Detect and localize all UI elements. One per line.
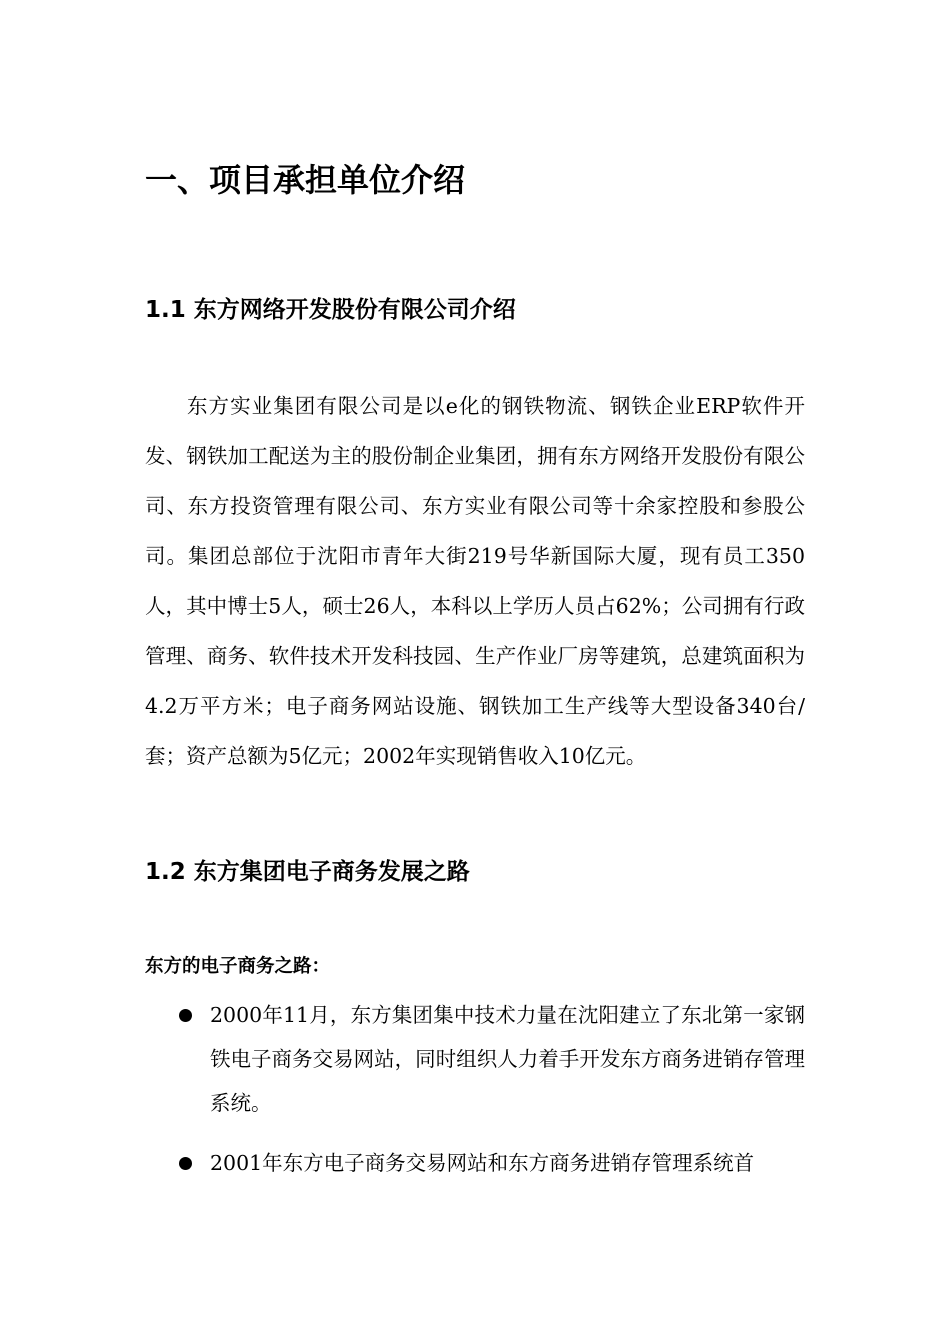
list-item-text: 2000年11月，东方集团集中技术力量在沈阳建立了东北第一家钢铁电子商务交易网站，同时组织人力着手开发东方商务进销存管理系统。: [210, 1003, 805, 1115]
ecommerce-road-subheading: 东方的电子商务之路：: [145, 956, 331, 977]
chapter-title: 一、项目承担单位介绍: [145, 161, 466, 199]
list-item-text: 2001年东方电子商务交易网站和东方商务进销存管理系统首: [210, 1151, 755, 1175]
company-intro-paragraph: 东方实业集团有限公司是以e化的钢铁物流、钢铁企业ERP软件开发、钢铁加工配送为主的股份制企业集团，拥有东方网络开发股份有限公司、东方投资管理有限公司、东方实业有限公司等十余家控股和参股公司。集团总部位于沈阳市青年大街219号华新国际大厦，现有员工350人，其中博士5人，硕士26人，本科以上学历人员占62%；公司拥有行政管理、商务、软件技术开发科技园、生产作业厂房等建筑，总建筑面积为4.2万平方米；电子商务网站设施、钢铁加工生产线等大型设备340台/套；资产总额为5亿元；2002年实现销售收入10亿元。: [145, 394, 805, 768]
list-item: [210, 1141, 805, 1185]
bullet-dot-icon: [179, 1157, 192, 1170]
list-item: [210, 993, 805, 1125]
bullet-dot-icon: [179, 1009, 192, 1022]
section-heading-1-1: 1.1 东方网络开发股份有限公司介绍: [145, 297, 516, 323]
section-heading-1-2: 1.2 东方集团电子商务发展之路: [145, 859, 470, 885]
